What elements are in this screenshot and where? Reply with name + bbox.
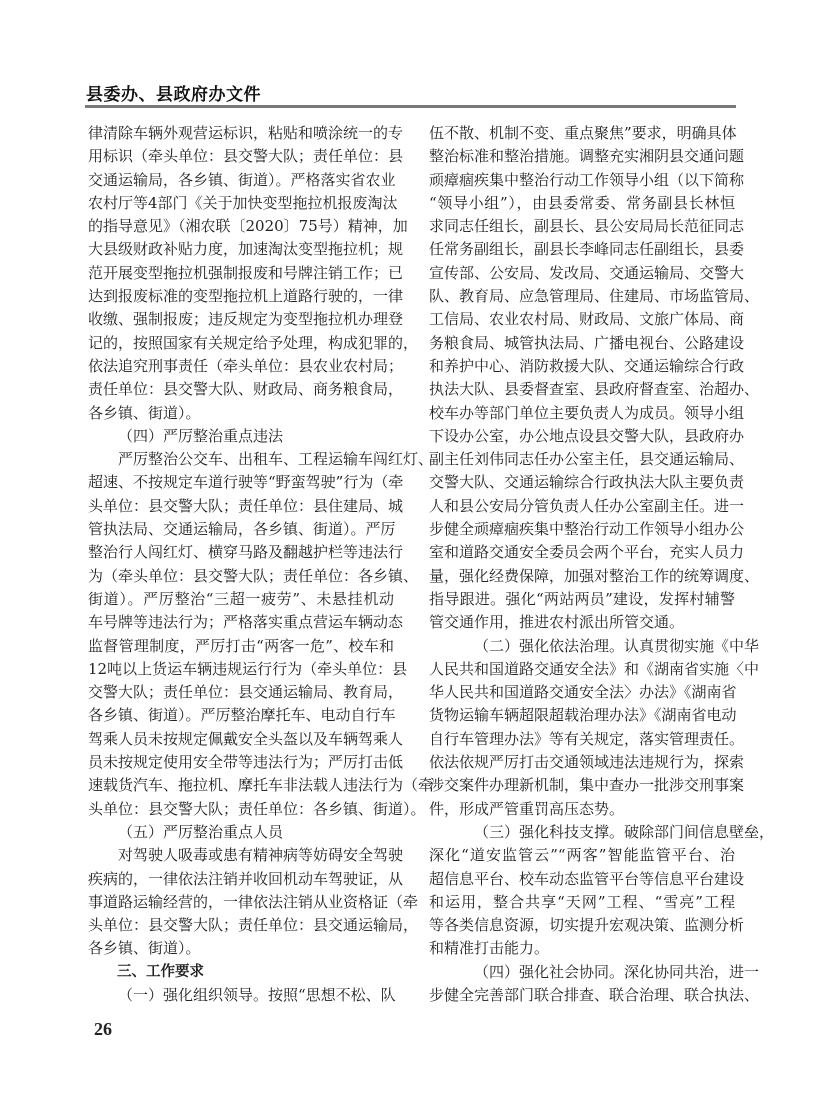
text-line: 副主任刘伟同志任办公室主任，县交通运输局、 (429, 450, 745, 469)
text-line: 工信局、农业农村局、财政局、文旅广体局、商 (429, 310, 745, 329)
text-line: 步健全顽瘴痼疾集中整治行动工作领导小组办公 (429, 520, 745, 539)
running-header-title: 县委办、县政府办文件 (86, 85, 261, 105)
text-line: （五）严厉整治重点人员 (118, 822, 284, 841)
text-line: 人和县公安局分管负责人任办公室副主任。进一 (429, 496, 745, 515)
text-line: 队、教育局、应急管理局、住建局、市场监管局、 (429, 287, 760, 306)
text-line: 超速、不按规定车道行驶等“野蛮驾驶”行为（牵 (88, 473, 404, 492)
text-line: 步健全完善部门联合排查、联合治理、联合执法、 (429, 985, 760, 1004)
text-line: 深化“道安监管云”“两客”智能监管平台、治 (429, 846, 735, 865)
paragraph (88, 448, 434, 821)
text-line: 下设办公室，办公地点设县交警大队，县政府办 (429, 426, 745, 445)
text-line: 头单位：县交警大队；责任单位：县住建局、城 (88, 496, 404, 515)
text-line: 超信息平台、校车动态监管平台等信息平台建设 (429, 869, 745, 888)
text-line: 收缴、强制报废；违反规定为变型拖拉机办理登 (88, 310, 404, 329)
text-line: 速载货汽车、拖拉机、摩托车非法载人违法行为（牵 (88, 776, 434, 795)
text-line: 的指导意见》（湘农联〔2020〕75号）精神，加 (88, 217, 408, 236)
text-line: 12吨以上货运车辆违规运行行为（牵头单位：县 (88, 659, 408, 678)
text-line: 员未按规定使用安全带等违法行为；严厉打击低 (88, 753, 404, 772)
text-line: 涉交案件办理新机制，集中查办一批涉交刑事案 (429, 776, 745, 795)
paragraph (429, 635, 760, 821)
text-line: 执法大队、县委督查室、县政府督查室、治超办、 (429, 380, 760, 399)
text-line: 大县级财政补贴力度，加速淘汰变型拖拉机；规 (88, 240, 404, 259)
text-line: 交通运输局，各乡镇、街道）。严格落实省农业 (88, 170, 396, 189)
paragraph (88, 844, 419, 960)
text-line: 整治行人闯红灯、横穿马路及翻越护栏等违法行 (88, 543, 404, 562)
right-column (429, 122, 775, 1007)
text-line: 各乡镇、街道）。 (88, 939, 201, 958)
text-line: 律清除车辆外观营运标识，粘贴和喷涂统一的专 (88, 124, 404, 142)
text-line: 头单位：县交警大队；责任单位：各乡镇、街道）。 (88, 799, 426, 818)
text-line: 依法依规严厉打击交通领域违法违规行为，探索 (429, 753, 745, 772)
text-line: 驾乘人员未按规定佩戴安全头盔以及车辆驾乘人 (88, 729, 404, 748)
text-line: 宣传部、公安局、发改局、交通运输局、交警大 (429, 263, 745, 282)
text-line: （一）强化组织领导。按照“思想不松、队 (118, 985, 396, 1004)
subsection-heading (88, 425, 394, 448)
text-line: 对驾驶人吸毒或患有精神病等妨碍安全驾驶 (118, 846, 404, 865)
page-number: 26 (94, 1019, 112, 1039)
text-line: 三、工作要求 (117, 963, 204, 980)
text-line: 事道路运输经营的，一律依法注销从业资格证（牵 (88, 892, 419, 911)
text-line: 车号牌等违法行为；严格落实重点营运车辆动态 (88, 613, 404, 632)
text-line: （三）强化科技支撑。破除部门间信息壁垒， (474, 822, 775, 841)
text-line: （四）强化社会协同。深化协同共治，进一 (474, 962, 760, 981)
text-line: 用标识（牵头单位：县交警大队；责任单位：县 (88, 147, 404, 166)
text-line: 农村厅等4部门《关于加快变型拖拉机报废淘汰 (88, 193, 398, 212)
text-line: “领导小组”），由县委常委、常务副县长林恒 (429, 193, 735, 212)
text-line: 人民共和国道路交通安全法》和《湖南省实施〈中 (429, 659, 760, 678)
text-line: 各乡镇、街道）。 (88, 403, 201, 422)
paragraph (429, 821, 775, 961)
paragraph (88, 984, 394, 1007)
text-line: 依法追究刑事责任（牵头单位：县农业农村局； (88, 356, 404, 375)
text-line: 自行车管理办法》等有关规定，落实管理责任。 (429, 729, 745, 748)
text-line: 各乡镇、街道）。严厉整治摩托车、电动自行车 (88, 706, 396, 725)
text-line: （四）严厉整治重点违法 (118, 426, 284, 445)
text-line: 监督管理制度，严厉打击“两客一危”、校车和 (88, 636, 394, 655)
text-line: 务粮食局、城管执法局、广播电视台、公路建设 (429, 333, 745, 352)
header-rule (85, 105, 736, 108)
text-line: 指导跟进。强化“两站两员”建设，发挥村辅警 (429, 589, 735, 608)
text-line: 严厉整治公交车、出租车、工程运输车闯红灯、 (118, 450, 434, 469)
section-heading (88, 961, 394, 984)
subsection-heading (88, 821, 394, 844)
text-line: 任常务副组长，副县长李峰同志任副组长，县委 (429, 240, 745, 259)
text-line: 货物运输车辆超限超载治理办法》《湖南省电动 (429, 706, 737, 725)
text-line: 达到报废标准的变型拖拉机上道路行驶的，一律 (88, 287, 404, 306)
text-line: 和运用，整合共享“天网”工程、“雪亮”工程 (429, 892, 735, 911)
text-line: 件，形成严管重罚高压态势。 (429, 799, 625, 818)
text-line: 和精准打击能力。 (429, 939, 550, 958)
text-line: 头单位：县交警大队；责任单位：县交通运输局， (88, 916, 419, 935)
text-line: 疾病的，一律依法注销并收回机动车驾驶证，从 (88, 869, 404, 888)
text-line: 范开展变型拖拉机强制报废和号牌注销工作；已 (88, 263, 404, 282)
text-line: 为（牵头单位：县交警大队；责任单位：各乡镇、 (88, 566, 419, 585)
text-line: 伍不散、机制不变、重点聚焦”要求，明确具体 (429, 124, 737, 142)
text-line: 顽瘴痼疾集中整治行动工作领导小组（以下简称 (429, 170, 745, 189)
paragraph (429, 122, 760, 635)
text-line: 整治标准和整治措施。调整充实湘阴县交通问题 (429, 147, 745, 166)
text-line: 华人民共和国道路交通安全法〉办法》《湖南省 (429, 683, 737, 702)
text-line: 街道）。严厉整治“三超一疲劳”、未悬挂机动 (88, 589, 394, 608)
text-line: （二）强化依法治理。认真贯彻实施《中华 (474, 636, 760, 655)
paragraph (429, 961, 760, 1008)
text-line: 记的，按照国家有关规定给予处理，构成犯罪的， (88, 333, 419, 352)
text-line: 校车办等部门单位主要负责人为成员。领导小组 (429, 403, 745, 422)
text-line: 管执法局、交通运输局，各乡镇、街道）。严厉 (88, 520, 396, 539)
text-line: 管交通作用，推进农村派出所管交通。 (429, 613, 685, 632)
text-line: 交警大队；责任单位：县交通运输局、教育局， (88, 683, 404, 702)
text-line: 责任单位：县交警大队、财政局、商务粮食局， (88, 380, 404, 399)
text-line: 求同志任组长，副县长、县公安局局长范征同志 (429, 217, 745, 236)
text-line: 交警大队、交通运输综合行政执法大队主要负责 (429, 473, 745, 492)
text-line: 量，强化经费保障，加强对整治工作的统筹调度、 (429, 566, 760, 585)
paragraph (88, 122, 419, 425)
text-line: 室和道路交通安全委员会两个平台，充实人员力 (429, 543, 745, 562)
text-line: 等各类信息资源，切实提升宏观决策、监测分析 (429, 916, 745, 935)
text-line: 和养护中心、消防救援大队、交通运输综合行政 (429, 356, 745, 375)
left-column (88, 122, 434, 1007)
